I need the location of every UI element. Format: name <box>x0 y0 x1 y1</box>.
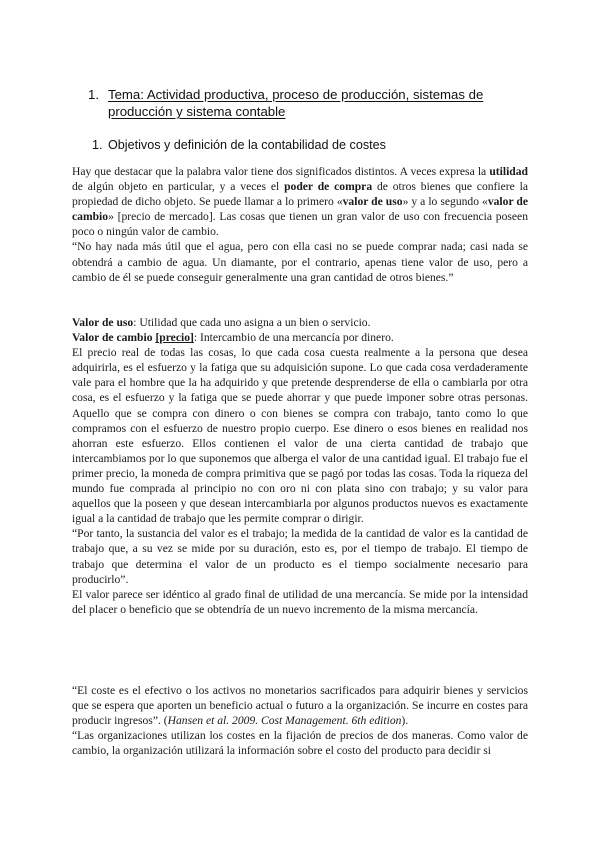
paragraph-coste-definicion <box>72 683 528 728</box>
paragraph-precio-real: El precio real de todas las cosas, lo que cada cosa cuesta realmente a la persona que desea adquirirla, es el esfuerzo y la fatiga que su adquisición supone. Lo que cada cosa verdaderamente vale para el hombre que la ha adquirido y que pretende desprenderse de ella o cambiarla por otra cosa, es el esfuerzo y la fatiga que se puede ahorrar y que puede imponer sobre otras personas. Aquello que se compra con dinero o con bienes se compra con trabajo, tanto como lo que compramos con el esfuerzo de nuestro propio cuerpo. Ese dinero o esos bienes en realidad nos ahorran este esfuerzo. Ellos contienen el valor de una cierta cantidad de trabajo que intercambiamos por lo que suponemos que alberga el valor de una cantidad igual. El trabajo fue el primer precio, la moneda de compra primitiva que se pagó por todas las cosas. Toda la riqueza del mundo fue comprada al principio no con oro ni con plata sino con trabajo; y su valor para aquellos que la poseen y que desean intercambiarla por algunos productos nuevos es exactamente igual a la cantidad de trabajo que les permite comprar o dirigir. <box>72 346 528 526</box>
heading-title: Tema: Actividad productiva, proceso de producción, sistemas de producción y sistema contable <box>108 87 484 119</box>
text-run: de otros bienes que confiere la propiedad de dicho objeto. Se puede llamar a lo primero « <box>72 180 528 209</box>
paragraph-sustancia-valor: “Por tanto, la sustancia del valor es el trabajo; la medida de la cantidad de valor es la cantidad de trabajo que, a su vez se mide por su duración, esto es, por el tiempo de trabajo. El tiempo de trabajo que determina el valor de un producto es el tiempo socialmente necesario para producirlo”. <box>72 527 528 586</box>
bold-term-poder-compra: poder de compra <box>284 180 373 194</box>
text-run: “El coste es el efectivo o los activos no monetarios sacrificados para adquirir bienes y servicios que se espera que aporten un beneficio actual o futuro a la organización. Se incurre en costes para producir ingresos”. ( <box>72 684 528 728</box>
heading-number: 1. <box>88 87 99 102</box>
definition-term-bracket: [precio] <box>155 331 194 345</box>
subheading-number: 1. <box>92 138 103 152</box>
body-block-3 <box>72 683 528 758</box>
text-run: » [precio de mercado]. Las cosas que tienen un gran valor de uso con frecuencia poseen poco o ningún valor de cambio. <box>72 210 528 239</box>
paragraph-utilidad-final: El valor parece ser idéntico al grado final de utilidad de una mercancía. Se mide por la intensidad del placer o beneficio que se obtendría de un nuevo incremento de la misma mercancía. <box>72 587 528 616</box>
body-block-1 <box>72 164 528 285</box>
bold-term-utilidad: utilidad <box>489 165 528 178</box>
text-run: de algún objeto en particular, y a veces el <box>72 180 285 194</box>
bold-term-valor-uso: valor de uso <box>342 195 403 209</box>
definition-text: : Intercambio de una mercancía por dinero. <box>193 331 394 345</box>
text-run: » y a lo segundo « <box>402 195 488 209</box>
definition-term: Valor de cambio <box>72 331 153 345</box>
paragraph-fijacion-precios: “Las organizaciones utilizan los costes en la fijación de precios de dos maneras. Como valor de cambio, la organización utilizará la información sobre el costo del producto para decidir si <box>72 729 528 758</box>
text-run: ). <box>401 714 409 728</box>
paragraph-quote-agua: “No hay nada más útil que el agua, pero con ella casi no se puede comprar nada; casi nada se obtendrá a cambio de agua. Un diamante, por el contrario, apenas tiene valor de uso, pero a cambio de él se puede conseguir generalmente una gran cantidad de otros bienes.” <box>72 240 528 284</box>
citation: Hansen et al. 2009. Cost Management. 6th edition <box>167 714 402 728</box>
subsection-heading <box>92 137 532 153</box>
text-run: Hay que destacar que la palabra valor tiene dos significados distintos. A veces expresa la <box>72 165 490 178</box>
section-heading <box>88 86 528 120</box>
definition-valor-cambio <box>72 330 528 345</box>
paragraph-valor-significados <box>72 164 528 239</box>
definition-term: Valor de uso <box>72 316 134 329</box>
body-block-2 <box>72 315 528 617</box>
bold-term-valor-cambio: valor de cambio <box>72 195 528 224</box>
subheading-title: Objetivos y definición de la contabilidad de costes <box>108 138 386 152</box>
definition-text: : Utilidad que cada uno asigna a un bien o servicio. <box>133 316 371 329</box>
definition-valor-uso <box>72 315 528 330</box>
